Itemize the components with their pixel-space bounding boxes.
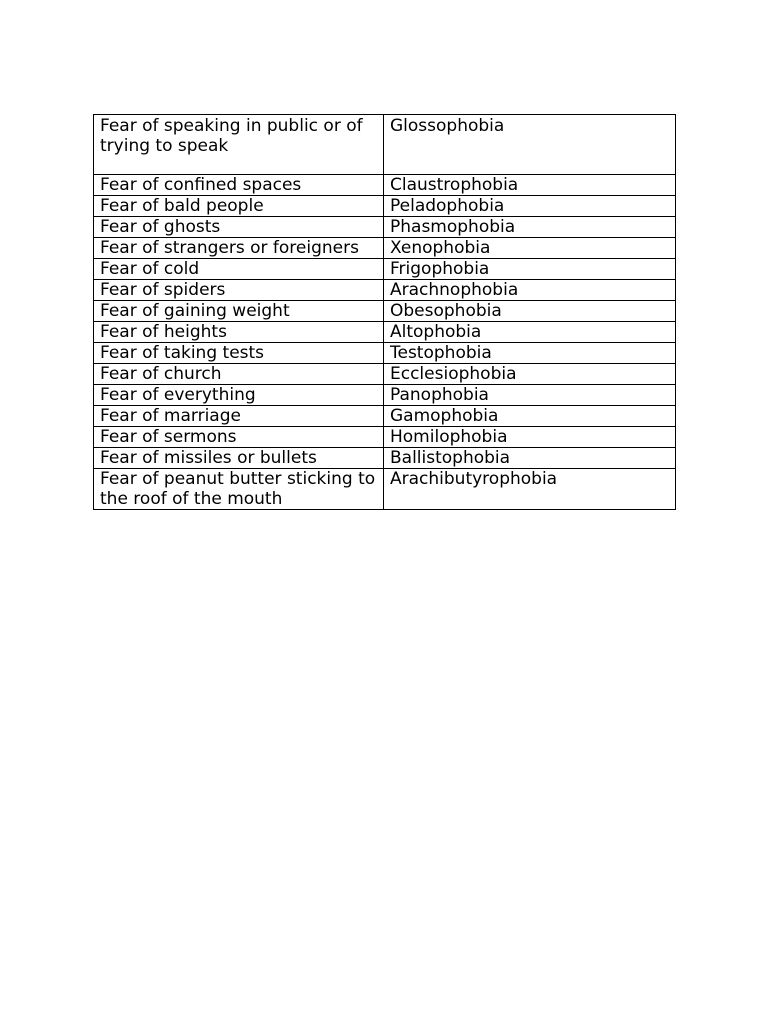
fear-description-cell: Fear of confined spaces <box>94 175 384 196</box>
fear-description-cell: Fear of taking tests <box>94 343 384 364</box>
phobia-name-cell: Gamophobia <box>384 406 676 427</box>
phobia-name-cell: Homilophobia <box>384 427 676 448</box>
fear-description-cell: Fear of cold <box>94 259 384 280</box>
table-row <box>94 448 676 469</box>
fear-description-cell: Fear of heights <box>94 322 384 343</box>
table-row <box>94 406 676 427</box>
phobia-name-cell: Frigophobia <box>384 259 676 280</box>
phobia-name-cell: Phasmophobia <box>384 217 676 238</box>
fear-description-cell: Fear of sermons <box>94 427 384 448</box>
fear-description-cell: Fear of everything <box>94 385 384 406</box>
phobia-name-cell: Peladophobia <box>384 196 676 217</box>
table-row <box>94 469 676 510</box>
phobia-name-cell: Glossophobia <box>384 115 676 175</box>
table-row <box>94 175 676 196</box>
fear-description-cell: Fear of marriage <box>94 406 384 427</box>
phobia-name-cell: Ecclesiophobia <box>384 364 676 385</box>
phobia-name-cell: Claustrophobia <box>384 175 676 196</box>
fear-description-cell: Fear of spiders <box>94 280 384 301</box>
table-row <box>94 259 676 280</box>
fear-description-cell: Fear of ghosts <box>94 217 384 238</box>
phobia-name-cell: Arachnophobia <box>384 280 676 301</box>
fear-description-cell: Fear of bald people <box>94 196 384 217</box>
phobia-name-cell: Panophobia <box>384 385 676 406</box>
phobia-name-cell: Xenophobia <box>384 238 676 259</box>
table-row <box>94 217 676 238</box>
table-row <box>94 115 676 175</box>
phobia-name-cell: Ballistophobia <box>384 448 676 469</box>
phobia-name-cell: Altophobia <box>384 322 676 343</box>
table-row <box>94 364 676 385</box>
fear-description-cell: Fear of speaking in public or of trying to speak <box>94 115 384 175</box>
fear-description-cell: Fear of strangers or foreigners <box>94 238 384 259</box>
table-row <box>94 343 676 364</box>
table-row <box>94 322 676 343</box>
phobia-name-cell: Testophobia <box>384 343 676 364</box>
table-row <box>94 238 676 259</box>
fear-description-cell: Fear of peanut butter sticking to the roof of the mouth <box>94 469 384 510</box>
phobia-table <box>93 114 676 510</box>
fear-description-cell: Fear of missiles or bullets <box>94 448 384 469</box>
table-row <box>94 385 676 406</box>
table-row <box>94 301 676 322</box>
table-row <box>94 427 676 448</box>
phobia-name-cell: Obesophobia <box>384 301 676 322</box>
phobia-name-cell: Arachibutyrophobia <box>384 469 676 510</box>
table-row <box>94 196 676 217</box>
fear-description-cell: Fear of church <box>94 364 384 385</box>
fear-description-cell: Fear of gaining weight <box>94 301 384 322</box>
table-row <box>94 280 676 301</box>
